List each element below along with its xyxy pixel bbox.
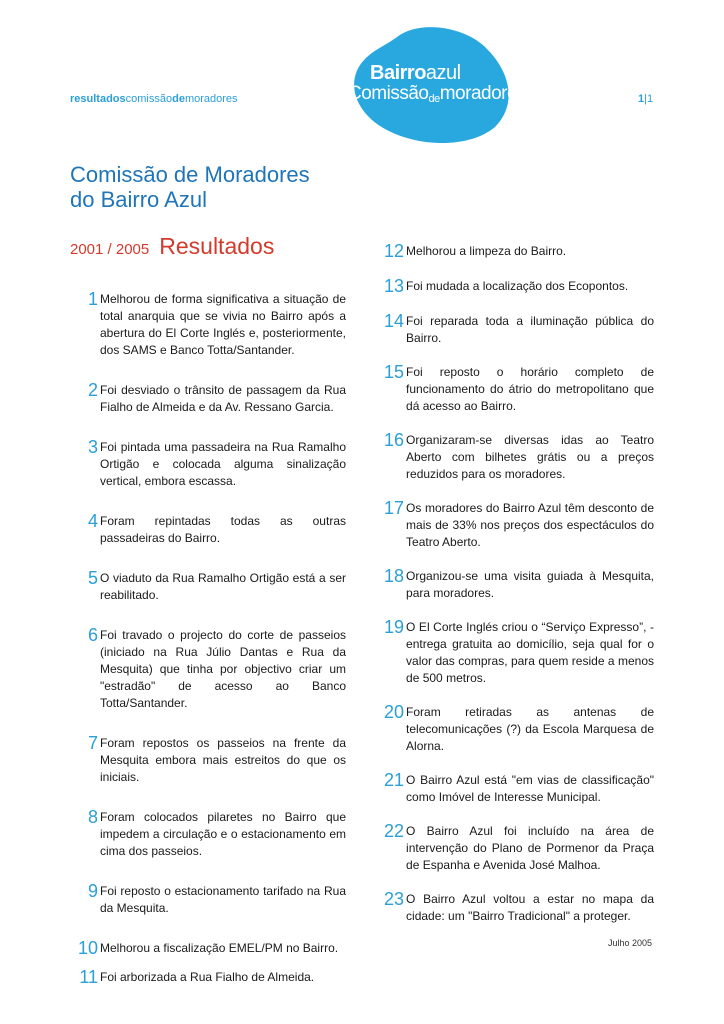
list-item [384,278,654,296]
page-current: 1 [638,93,645,105]
header-part: comissão [125,93,173,105]
item-number: 21 [384,770,405,790]
item-text: Foi mudada a localização dos Ecopontos. [406,279,629,293]
item-text: Melhorou de forma significativa a situação de total anarquia que se vivia no Bairro após a abertura do El Corte Inglés e, posteriormente, dos SAMS e Banco Totta/Santander. [100,292,346,357]
list-item [70,940,346,958]
list-item [70,291,346,359]
item-text: Foram colocados pilaretes no Bairro que impedem a circulação e o estacionamento em cima dos passeios. [100,810,346,858]
list-item [384,432,654,483]
section-heading [70,233,274,260]
list-item [384,772,654,806]
item-number: 22 [384,821,405,841]
page-total: 1 [646,93,654,105]
title-line-2: do Bairro Azul [70,187,207,212]
item-text: Melhorou a limpeza do Bairro. [406,244,567,258]
logo-moradores: moradores [439,83,527,104]
list-item [384,364,654,415]
list-item [70,809,346,860]
page-number [638,93,653,105]
item-number: 15 [384,362,405,382]
item-number: 14 [384,311,405,331]
item-text: Foi reposto o horário completo de funcionamento do átrio do metropolitano que dá acesso ao Bairro. [406,365,654,413]
list-item [384,704,654,755]
title-line-1: Comissão de Moradores [70,162,310,187]
item-number: 6 [87,625,98,645]
item-text: Foram repintadas todas as outras passadeiras do Bairro. [100,514,346,545]
list-item [70,382,346,416]
item-text: Foi reposto o estacionamento tarifado na Rua da Mesquita. [100,884,346,915]
years-label: 2001 / 2005 [70,241,150,258]
logo-bairro-azul [370,63,461,83]
list-item [384,500,654,551]
item-text: Foi arborizada a Rua Fialho de Almeida. [100,970,315,984]
results-list-left [70,291,346,987]
list-item [384,243,654,261]
header-part: de [172,93,185,105]
item-number: 5 [87,568,98,588]
item-text: Melhorou a fiscalização EMEL/PM no Bairro. [100,941,339,955]
item-text: Foi travado o projecto do corte de passeios (iniciado na Rua Júlio Dantas e Rua da Mesquita) que tinha por objectivo criar um "estradão" de acesso ao Banco Totta/Santander. [100,628,346,710]
item-number: 20 [384,702,405,722]
item-text: Os moradores do Bairro Azul têm desconto de mais de 33% nos preços dos espectáculos do Teatro Aberto. [406,501,654,549]
logo-de: de [428,93,440,105]
item-number: 19 [384,617,405,637]
item-number: 2 [87,380,98,400]
item-text: Foi desviado o trânsito de passagem da Rua Fialho de Almeida e da Av. Ressano Garcia. [100,383,346,414]
page-title [70,162,310,212]
item-text: O viaduto da Rua Ramalho Ortigão está a ser reabilitado. [100,571,346,602]
item-number: 13 [384,276,405,296]
header-part: resultados [70,93,126,105]
item-number: 16 [384,430,405,450]
list-item [70,513,346,547]
item-text: O Bairro Azul foi incluído na área de intervenção do Plano de Pormenor da Praça de Espanha e Avenida José Malhoa. [406,824,654,872]
results-list-right [384,243,654,925]
item-number: 11 [79,967,98,987]
logo-comissao: Comissão [348,83,429,104]
list-item [70,883,346,917]
logo-bairro: Bairro [370,62,426,84]
item-number: 12 [384,241,405,261]
item-number: 10 [77,938,98,958]
list-item [70,439,346,490]
page-sep: | [644,93,647,105]
item-text: Foi reparada toda a iluminação pública do Bairro. [406,314,654,345]
logo-comissao-moradores [348,84,526,109]
item-text: Foram retiradas as antenas de telecomunicações (?) da Escola Marquesa de Alorna. [406,705,654,753]
item-number: 1 [87,289,98,309]
list-item [384,313,654,347]
logo-azul: azul [425,62,461,84]
item-number: 8 [87,807,98,827]
item-number: 7 [87,733,98,753]
list-item [70,969,346,987]
list-item [70,735,346,786]
item-text: Foi pintada uma passadeira na Rua Ramalho Ortigão e colocada alguma sinalização vertical, embora escassa. [100,440,346,488]
list-item [384,619,654,687]
list-item [384,568,654,602]
item-number: 9 [87,881,98,901]
header-part: moradores [184,93,238,105]
results-label: Resultados [159,233,275,259]
item-number: 3 [87,437,98,457]
item-number: 18 [384,566,405,586]
item-text: O Bairro Azul está "em vias de classificação" como Imóvel de Interesse Municipal. [406,773,654,804]
item-text: O El Corte Inglés criou o “Serviço Expresso”, - entrega gratuita ao domicílio, seja qual for o valor das compras, para quem reside a menos de 500 metros. [406,620,654,685]
footer-date: Julho 2005 [608,938,653,948]
list-item [70,627,346,712]
item-text: Foram repostos os passeios na frente da Mesquita embora mais estreitos do que os iniciais. [100,736,346,784]
item-text: O Bairro Azul voltou a estar no mapa da cidade: um "Bairro Tradicional" a proteger. [406,892,654,923]
list-item [70,570,346,604]
list-item [384,823,654,874]
item-number: 4 [87,511,98,531]
header-breadcrumb [70,93,238,105]
item-number: 17 [384,498,405,518]
list-item [384,891,654,925]
item-number: 23 [384,889,405,909]
item-text: Organizaram-se diversas idas ao Teatro Aberto com bilhetes grátis ou a preços reduzidos para os moradores. [406,433,654,481]
item-text: Organizou-se uma visita guiada à Mesquita, para moradores. [406,569,654,600]
